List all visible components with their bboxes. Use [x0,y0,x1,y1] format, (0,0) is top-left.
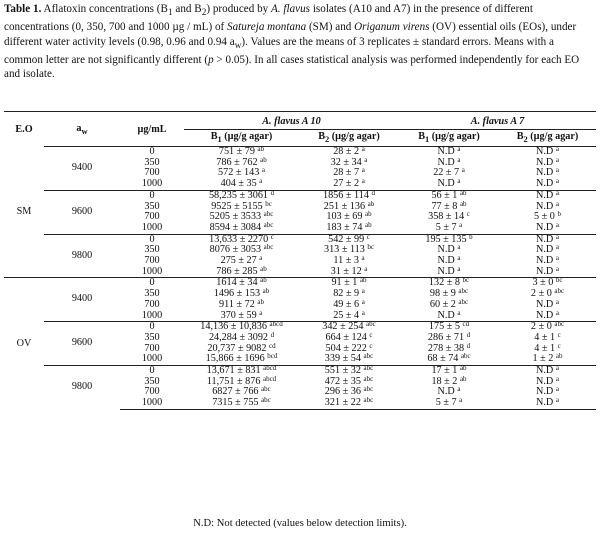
value-cell: 91 ± 1 $^{ab}$ [299,278,399,289]
value-cell: 195 ± 135 $^b$ [399,234,499,245]
significance-letter: abc [363,374,374,383]
significance-letter: abc [458,287,469,296]
value-cell: 14,136 ± 10,836 $^{abcd}$ [184,322,299,333]
value-cell: N.D $^a$ [437,254,461,267]
significance-letter: ab [459,188,467,197]
significance-letter: a [555,396,559,405]
value-cell: 7315 ± 755 $^{abc}$ [184,398,299,409]
table-body [4,147,596,410]
concentration-cell: 1000 [141,353,163,365]
significance-letter: bc [265,199,272,208]
value-cell: 24,284 ± 3092 $^d$ [208,330,275,343]
table-row [4,322,596,333]
significance-letter: a [555,232,559,241]
header-concentration: µg/mL [120,112,184,147]
value-cell: N.D $^a$ [536,199,559,212]
significance-letter: c [270,232,274,241]
significance-letter: a [555,243,559,252]
value-cell: 751 ± 79 $^{ab}$ [184,147,299,158]
header-a10-b2: $B_2$ (µg/g agar) [299,130,399,147]
concentration-cell: 350 [144,156,160,168]
value-cell: 18 ± 2 $^{ab}$ [431,374,467,387]
value-cell: 370 ± 59 $^a$ [220,308,263,321]
value-cell: 251 ± 136 $^{ab}$ [323,199,375,212]
value-cell: 22 ± 7 $^a$ [433,166,465,179]
value-cell: 8076 ± 3053 $^{abc}$ [209,243,274,256]
value-cell: 321 ± 22 $^{abc}$ [299,398,399,409]
value-cell: 77 ± 8 $^{ab}$ [431,199,467,212]
value-cell: 1 ± 2 $^{ab}$ [532,352,563,365]
significance-letter: a [555,385,559,394]
concentration-cell: 1000 [141,178,163,190]
significance-letter: a [555,145,559,153]
significance-letter: c [369,330,373,339]
significance-letter: a [457,385,461,394]
value-cell: 28 ± 2 $^a$ [299,147,399,158]
significance-letter: a [461,166,465,175]
significance-letter: ab [365,220,372,229]
concentration-cell: 1000 [141,309,163,321]
header-eo: E.O [4,112,44,147]
concentration-cell: 350 [144,331,160,343]
aw-label: 9800 [44,366,120,410]
value-cell: 551 ± 32 $^{abc}$ [299,366,399,377]
value-cell: N.D $^a$ [437,385,461,398]
significance-letter: a [259,254,263,263]
significance-letter: a [459,396,463,405]
significance-letter: a [555,199,559,208]
significance-letter: d [270,188,275,197]
header-a7-b1: $B_1$ (µg/g agar) [399,130,499,147]
concentration-cell: 0 [120,147,184,158]
table-row [4,147,596,158]
value-cell: 6827 ± 766 $^{abc}$ [212,385,271,398]
significance-letter: a [457,145,461,153]
concentration-cell: 700 [144,211,160,223]
caption-label: Table 1. [4,3,42,15]
significance-letter: ab [257,145,265,153]
significance-letter: bc [462,276,470,285]
significance-letter: a [361,177,365,186]
value-cell: 504 ± 222 $^c$ [325,341,373,354]
significance-letter: abc [458,297,469,306]
significance-letter: ab [459,199,467,208]
significance-letter: ab [459,374,467,383]
value-cell: 472 ± 35 $^{abc}$ [324,374,374,387]
value-cell: 9525 ± 5155 $^{bc}$ [211,199,272,212]
significance-letter: d [466,330,471,339]
significance-letter: ab [260,264,267,273]
significance-letter: abc [261,396,271,405]
table-caption: Table 1. Aflatoxin concentrations ($B_1$ and $B_2$) produced by A. flavus isolates (A10 and A7) in the presence of different concentrations (0, 350, 700 and 1000 µg / mL) of Satureja montana (SM) and Origanum virens (OV) essential oils (EOs), under different water activity levels (0.98, 0.96 and 0.94 $a_w$). Values are the means of 3 replicates ± standard errors. Means with a common letter are not significantly different (p > 0.05). In all cases statistical analysis was performed independently for each EO and isolate. [4,3,580,81]
value-cell: N.D $^a$ [536,254,559,267]
value-cell: 183 ± 74 $^{ab}$ [326,220,372,233]
significance-letter: a [459,220,463,229]
concentration-cell: 0 [120,322,184,333]
value-cell: 358 ± 14 $^c$ [428,210,470,223]
value-cell: 68 ± 74 $^{abc}$ [427,352,471,365]
value-cell: 103 ± 69 $^{ab}$ [326,210,372,223]
significance-letter: a [361,166,365,175]
concentration-cell: 700 [144,298,160,310]
significance-letter: a [361,254,365,263]
value-cell: 278 ± 38 $^d$ [427,341,471,354]
significance-letter: ab [459,364,467,373]
significance-letter: a [261,166,265,175]
value-cell: N.D $^a$ [437,155,461,168]
value-cell: N.D $^a$ [499,234,596,245]
significance-letter: a [555,166,559,175]
significance-letter: abc [366,320,376,329]
value-cell: N.D $^a$ [437,243,461,256]
significance-letter: abc [363,385,374,394]
header-a7-b2: $B_2$ (µg/g agar) [499,130,596,147]
aw-label: 9400 [44,278,120,322]
concentration-cell: 350 [144,200,160,212]
significance-letter: abc [363,352,374,361]
value-cell: 911 ± 72 $^{ab}$ [219,297,264,310]
value-cell: 3 ± 0 $^{bc}$ [499,278,596,289]
significance-letter: d [371,188,375,197]
significance-letter: ab [365,210,372,219]
significance-letter: a [361,145,365,153]
value-cell: 11,751 ± 876 $^{abcd}$ [206,374,277,387]
significance-letter: d [466,341,471,350]
value-cell: N.D $^a$ [499,147,596,158]
significance-letter: a [457,243,461,252]
table-row [4,190,596,201]
table-footnote: N.D: Not detected (values below detection limits). [193,518,407,529]
value-cell: 664 ± 124 $^c$ [325,330,373,343]
significance-letter: a [361,308,365,317]
significance-letter: a [364,155,368,164]
significance-letter: abcd [262,374,277,383]
aw-label: 9800 [44,234,120,278]
table-row [4,234,596,245]
aw-label: 9600 [44,190,120,234]
table-row [4,366,596,377]
significance-letter: d [270,330,275,339]
value-cell: N.D $^a$ [437,177,461,190]
concentration-cell: 700 [144,342,160,354]
value-cell: N.D $^a$ [536,155,559,168]
value-cell: 2 ± 0 $^{abc}$ [530,287,565,300]
significance-letter: cd [462,320,470,329]
significance-letter: a [259,177,263,186]
value-cell: 4 ± 1 $^c$ [534,341,561,354]
eo-label: OV [4,278,44,409]
significance-letter: ab [367,199,375,208]
significance-letter: a [555,155,559,164]
value-cell: 11 ± 3 $^a$ [333,254,365,267]
significance-letter: ab [257,297,264,306]
significance-letter: abc [263,210,274,219]
value-cell: N.D $^a$ [437,264,461,277]
significance-letter: a [457,254,461,263]
aflatoxin-table [4,111,596,410]
value-cell: 13,633 ± 2270 $^c$ [184,234,299,245]
significance-letter: a [555,177,559,186]
significance-letter: a [555,364,559,373]
value-cell: 2 ± 0 $^{abc}$ [499,322,596,333]
eo-label: SM [16,205,32,217]
concentration-cell: 1000 [141,265,163,277]
value-cell: 275 ± 27 $^a$ [220,254,263,267]
value-cell: 5 ± 7 $^a$ [435,220,463,233]
value-cell: 15,866 ± 1696 $^{bcd}$ [205,352,278,365]
significance-letter: a [555,220,559,229]
header-aw: $a_w$ [44,112,120,147]
significance-letter: a [457,155,461,164]
value-cell: 1614 ± 34 $^{ab}$ [184,278,299,289]
value-cell: 58,235 ± 3061 $^d$ [184,190,299,201]
significance-letter: bc [555,276,563,285]
value-cell: 339 ± 54 $^{abc}$ [324,352,374,365]
value-cell: 98 ± 9 $^{abc}$ [429,287,469,300]
concentration-cell: 0 [120,234,184,245]
significance-letter: abc [363,364,374,373]
significance-letter: a [361,297,365,306]
significance-letter: a [259,308,263,317]
value-cell: 572 ± 143 $^a$ [218,166,265,179]
value-cell: 296 ± 36 $^{abc}$ [324,385,374,398]
value-cell: 4 ± 1 $^c$ [534,330,561,343]
significance-letter: abcd [263,364,277,373]
significance-letter: a [555,374,559,383]
value-cell: 60 ± 2 $^{abc}$ [429,297,469,310]
significance-letter: abc [460,352,471,361]
value-cell: N.D $^a$ [536,243,559,256]
significance-letter: ab [262,287,270,296]
concentration-cell: 350 [144,288,160,300]
concentration-cell: 700 [144,386,160,398]
significance-letter: a [555,264,559,273]
value-cell: 404 ± 35 $^a$ [220,177,263,190]
value-cell: N.D $^a$ [536,385,559,398]
value-cell: N.D $^a$ [499,398,596,409]
concentration-cell: 350 [144,244,160,256]
value-cell: 5 ± 7 $^a$ [399,398,499,409]
value-cell: 132 ± 8 $^{bc}$ [399,278,499,289]
significance-letter: ab [260,155,267,164]
aw-label: 9400 [44,147,120,191]
significance-letter: c [466,210,470,219]
significance-letter: abc [261,385,271,394]
significance-letter: a [555,308,559,317]
significance-letter: ab [555,352,563,361]
significance-letter: bc [367,243,375,252]
significance-letter: ab [359,276,367,285]
header-a10: A. flavus A 10 [184,112,399,130]
significance-letter: a [364,264,368,273]
value-cell: 5205 ± 3533 $^{abc}$ [209,210,274,223]
value-cell: 27 ± 2 $^a$ [333,177,365,190]
concentration-cell: 700 [144,167,160,179]
significance-letter: a [361,287,365,296]
significance-letter: a [457,308,461,317]
significance-letter: abcd [269,320,283,329]
value-cell: N.D $^a$ [399,147,499,158]
value-cell: 82 ± 9 $^a$ [333,287,365,300]
value-cell: N.D $^a$ [536,374,559,387]
value-cell: 32 ± 34 $^a$ [330,155,368,168]
value-cell: 313 ± 113 $^{bc}$ [323,243,375,256]
value-cell: 786 ± 762 $^{ab}$ [216,155,267,168]
significance-letter: b [557,210,561,219]
value-cell: 17 ± 1 $^{ab}$ [399,366,499,377]
aw-label: 9600 [44,322,120,366]
value-cell: 786 ± 285 $^{ab}$ [216,264,267,277]
significance-letter: a [555,254,559,263]
concentration-cell: 1000 [141,221,163,233]
significance-letter: b [469,232,473,241]
value-cell: 28 ± 7 $^a$ [333,166,365,179]
significance-letter: c [557,330,561,339]
concentration-cell: 0 [120,190,184,201]
concentration-cell: 1000 [120,398,184,409]
value-cell: N.D $^a$ [499,190,596,201]
significance-letter: c [369,341,373,350]
table-row [4,278,596,289]
concentration-cell: 350 [144,375,160,387]
value-cell: 1856 ± 114 $^d$ [299,190,399,201]
value-cell: 342 ± 254 $^{abc}$ [299,322,399,333]
significance-letter: abc [263,243,274,252]
value-cell: 286 ± 71 $^d$ [427,330,471,343]
significance-letter: bcd [267,352,278,361]
significance-letter: a [457,264,461,273]
significance-letter: cd [269,341,276,350]
significance-letter: abc [554,287,565,296]
value-cell: 175 ± 5 $^{cd}$ [399,322,499,333]
significance-letter: abc [363,396,374,405]
significance-letter: c [366,232,370,241]
concentration-cell: 0 [120,278,184,289]
value-cell: 8594 ± 3084 $^{abc}$ [209,220,274,233]
value-cell: 13,671 ± 831 $^{abcd}$ [184,366,299,377]
value-cell: N.D $^a$ [499,366,596,377]
significance-letter: a [555,297,559,306]
concentration-cell: 0 [120,366,184,377]
value-cell: N.D $^a$ [536,177,559,190]
significance-letter: ab [260,276,267,285]
significance-letter: c [557,341,561,350]
value-cell: 542 ± 99 $^c$ [299,234,399,245]
value-cell: N.D $^a$ [536,308,559,321]
value-cell: 5 ± 0 $^b$ [534,210,561,223]
value-cell: 31 ± 12 $^a$ [330,264,368,277]
significance-letter: a [555,188,559,197]
significance-letter: a [457,177,461,186]
value-cell: 20,737 ± 9082 $^{cd}$ [207,341,276,354]
value-cell: N.D $^a$ [437,308,461,321]
value-cell: 56 ± 1 $^{ab}$ [399,190,499,201]
value-cell: 25 ± 4 $^a$ [333,308,365,321]
value-cell: N.D $^a$ [536,264,559,277]
value-cell: N.D $^a$ [536,220,559,233]
concentration-cell: 700 [144,255,160,267]
value-cell: N.D $^a$ [536,166,559,179]
value-cell: 49 ± 6 $^a$ [333,297,365,310]
significance-letter: abc [263,220,274,229]
header-a10-b1: $B_1$ (µg/g agar) [184,130,299,147]
header-a7: A. flavus A 7 [399,112,596,130]
value-cell: 1496 ± 153 $^{ab}$ [213,287,270,300]
significance-letter: abc [554,320,565,329]
value-cell: N.D $^a$ [536,297,559,310]
